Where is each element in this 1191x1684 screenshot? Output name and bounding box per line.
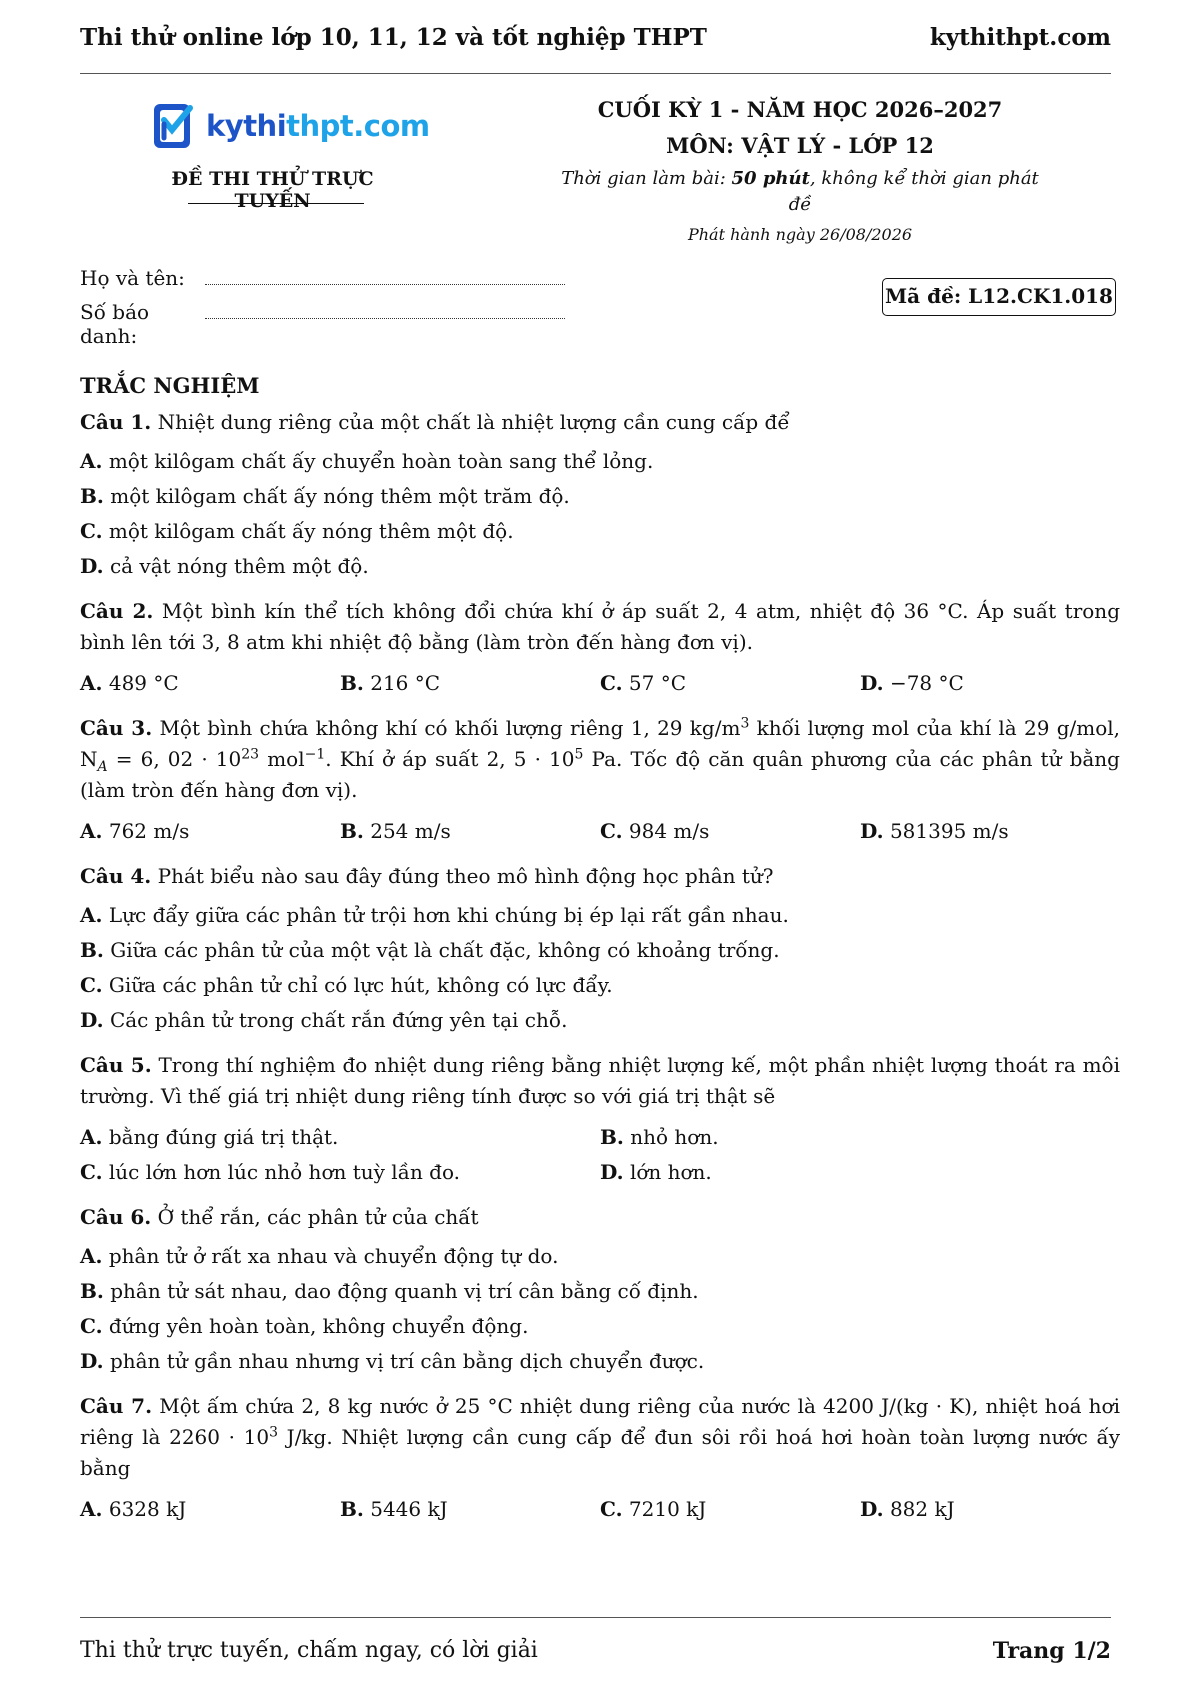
options <box>80 1122 1120 1188</box>
option-c[interactable]: C. 984 m/s <box>600 819 710 843</box>
header-site-name: kythithpt.com <box>929 24 1111 51</box>
option-b[interactable]: B. một kilôgam chất ấy nóng thêm một trăm độ. <box>80 484 570 508</box>
option-d[interactable]: D. phân tử gần nhau nhưng vị trí cân bằng dịch chuyển được. <box>80 1349 705 1373</box>
option-b[interactable]: B. phân tử sát nhau, dao động quanh vị trí cân bằng cố định. <box>80 1279 699 1303</box>
question-1 <box>80 407 1120 582</box>
name-label: Họ và tên: <box>80 266 185 290</box>
question-stem: Câu 6. Ở thể rắn, các phân tử của chất <box>80 1205 479 1229</box>
question-6 <box>80 1202 1120 1377</box>
option-d[interactable]: D. −78 °C <box>860 671 964 695</box>
exam-release-date: Phát hành ngày 26/08/2026 <box>687 225 913 244</box>
id-label: Số báo danh: <box>80 300 150 348</box>
exam-term: CUỐI KỲ 1 - NĂM HỌC 2026–2027 <box>597 97 1003 122</box>
id-blank <box>205 303 565 319</box>
option-a[interactable]: A. 762 m/s <box>80 819 190 843</box>
page-header <box>80 22 1111 74</box>
option-c[interactable]: C. lúc lớn hơn lúc nhỏ hơn tuỳ lần đo. <box>80 1160 461 1184</box>
option-d[interactable]: D. lớn hơn. <box>600 1160 712 1184</box>
question-stem: Câu 4. Phát biểu nào sau đây đúng theo mô hình động học phân tử? <box>80 864 774 888</box>
question-stem: Câu 7. Một ấm chứa 2, 8 kg nước ở 25 °C nhiệt dung riêng của nước là 4200 J/(kg · K), nhiệt hoá hơi riêng là $2260 \cdot 10^3$ J/kg. Nhiệt lượng cần cung cấp để đun sôi rồi hoá hơi hoàn toàn lượng nước ấy bằng <box>80 1394 1121 1480</box>
option-b[interactable]: B. 5446 kJ <box>340 1497 448 1521</box>
option-b[interactable]: B. Giữa các phân tử của một vật là chất đặc, không có khoảng trống. <box>80 938 780 962</box>
option-a[interactable]: A. bằng đúng giá trị thật. <box>80 1125 339 1149</box>
logo <box>150 100 430 152</box>
footer-tagline: Thi thử trực tuyến, chấm ngay, có lời giải <box>80 1638 538 1663</box>
exam-info <box>560 96 1040 246</box>
options <box>80 1494 1120 1525</box>
option-c[interactable]: C. 57 °C <box>600 671 686 695</box>
option-a[interactable]: A. 489 °C <box>80 671 179 695</box>
option-c[interactable]: C. một kilôgam chất ấy nóng thêm một độ. <box>80 519 514 543</box>
page-number: Trang 1/2 <box>992 1638 1111 1664</box>
option-a[interactable]: A. 6328 kJ <box>80 1497 187 1521</box>
option-b[interactable]: B. 254 m/s <box>340 819 451 843</box>
page-footer <box>80 1617 1111 1664</box>
question-5 <box>80 1050 1120 1188</box>
option-d[interactable]: D. Các phân tử trong chất rắn đứng yên tại chỗ. <box>80 1008 568 1032</box>
option-d[interactable]: D. 882 kJ <box>860 1497 955 1521</box>
question-7 <box>80 1391 1120 1525</box>
option-c[interactable]: C. đứng yên hoàn toàn, không chuyển động. <box>80 1314 529 1338</box>
question-2 <box>80 596 1120 699</box>
options <box>80 446 1120 582</box>
option-c[interactable]: C. 7210 kJ <box>600 1497 707 1521</box>
id-field <box>80 300 565 348</box>
question-stem: Câu 1. Nhiệt dung riêng của một chất là nhiệt lượng cần cung cấp để <box>80 410 790 434</box>
logo-icon <box>150 100 200 152</box>
options <box>80 816 1120 847</box>
exam-code-badge: Mã đề: L12.CK1.018 <box>882 278 1116 316</box>
name-field <box>80 266 565 290</box>
options <box>80 900 1120 1036</box>
subtitle-underline <box>188 203 364 204</box>
question-3 <box>80 713 1120 847</box>
exam-duration: Thời gian làm bài: 50 phút, không kể thời gian phát đề <box>561 168 1039 215</box>
section-title: TRẮC NGHIỆM <box>80 373 260 398</box>
question-stem: Câu 2. Một bình kín thể tích không đổi chứa khí ở áp suất 2, 4 atm, nhiệt độ 36 °C. Áp suất trong bình lên tới 3, 8 atm khi nhiệt độ bằng (làm tròn đến hàng đơn vị). <box>80 599 1120 654</box>
option-a[interactable]: A. Lực đẩy giữa các phân tử trội hơn khi chúng bị ép lại rất gần nhau. <box>80 903 789 927</box>
header-left-text: Thi thử online lớp 10, 11, 12 và tốt nghiệp THPT <box>80 24 707 51</box>
option-d[interactable]: D. cả vật nóng thêm một độ. <box>80 554 369 578</box>
option-d[interactable]: D. 581395 m/s <box>860 819 1009 843</box>
option-a[interactable]: A. một kilôgam chất ấy chuyển hoàn toàn sang thể lỏng. <box>80 449 654 473</box>
option-b[interactable]: B. 216 °C <box>340 671 441 695</box>
question-4 <box>80 861 1120 1036</box>
exam-subject: MÔN: VẬT LÝ - LỚP 12 <box>666 133 934 158</box>
options <box>80 668 1120 699</box>
options <box>80 1241 1120 1377</box>
name-blank <box>205 269 565 285</box>
question-stem: Câu 3. Một bình chứa không khí có khối lượng riêng 1, 29 $kg/m^3$ khối lượng mol của khí là 29 g/mol, $N_A = 6$, $02 \cdot 10^{23}$ mol$^{-1}$. Khí ở áp suất 2, $5 \cdot 10^5$ Pa. Tốc độ căn quân phương của các phân tử bằng (làm tròn đến hàng đơn vị). <box>80 715 1121 802</box>
exam-content <box>80 370 1120 1539</box>
logo-text: kythithpt.com <box>206 109 430 143</box>
exam-type-subtitle: ĐỀ THI THỬ TRỰC TUYẾN <box>171 168 374 212</box>
question-stem: Câu 5. Trong thí nghiệm đo nhiệt dung riêng bằng nhiệt lượng kế, một phần nhiệt lượng thoát ra môi trường. Vì thế giá trị nhiệt dung riêng tính được so với giá trị thật sẽ <box>80 1053 1120 1108</box>
option-c[interactable]: C. Giữa các phân tử chỉ có lực hút, không có lực đẩy. <box>80 973 613 997</box>
option-a[interactable]: A. phân tử ở rất xa nhau và chuyển động tự do. <box>80 1244 559 1268</box>
option-b[interactable]: B. nhỏ hơn. <box>600 1125 719 1149</box>
